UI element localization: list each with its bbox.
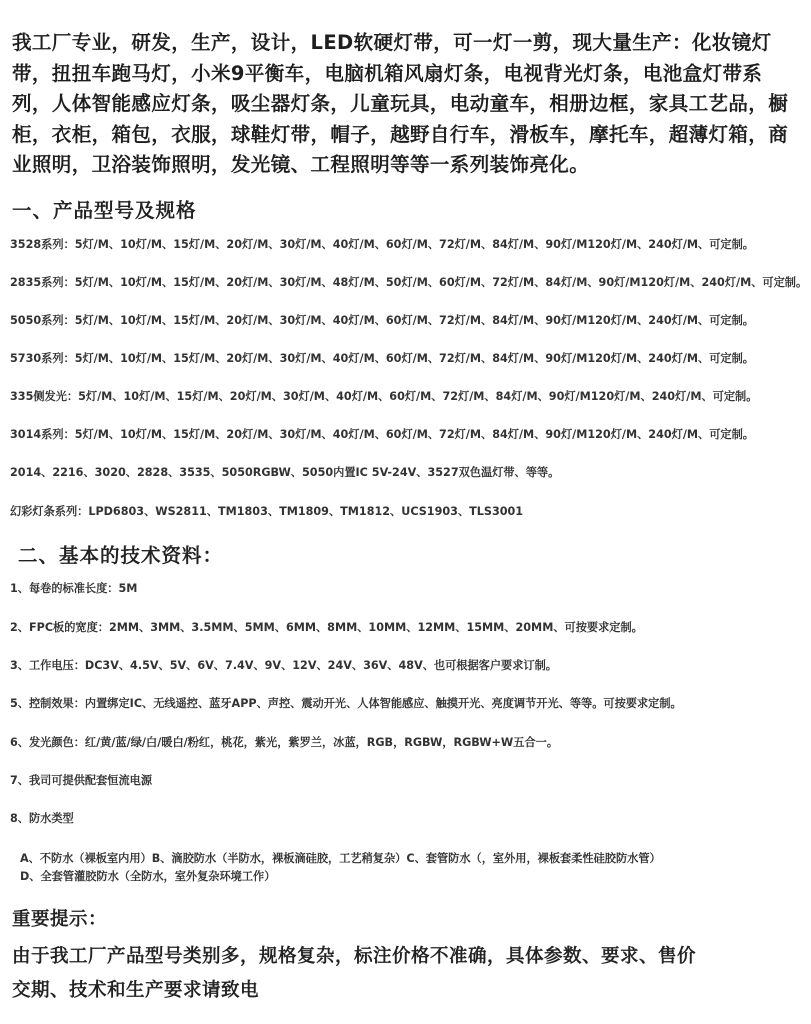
spec-line-magic: 幻彩灯条系列：LPD6803、WS2811、TM1803、TM1809、TM1812、UCS1903、TLS3001 <box>10 505 524 518</box>
spec-line-5730: 5730系列：5灯/M、10灯/M、15灯/M、20灯/M、30灯/M、40灯/M、60灯/M、72灯/M、84灯/M、90灯/M120灯/M、240灯/M、可定制。 <box>10 352 754 365</box>
tech-item-width: 2、FPC板的宽度：2MM、3MM、3.5MM、5MM、6MM、8MM、10MM、12MM、15MM、20MM、可按要求定制。 <box>10 621 643 634</box>
tech-item-waterproof: 8、防水类型 <box>10 812 74 825</box>
spec-line-5050: 5050系列：5灯/M、10灯/M、15灯/M、20灯/M、30灯/M、40灯/M、60灯/M、72灯/M、84灯/M、90灯/M120灯/M、240灯/M、可定制。 <box>10 314 754 327</box>
tech-item-voltage: 3、工作电压：DC3V、4.5V、5V、6V、7.4V、9V、12V、24V、36V、48V、也可根据客户要求订制。 <box>10 659 557 672</box>
tech-item-color: 6、发光颜色：红/黄/蓝/绿/白/暖白/粉红，桃花，紫光，紫罗兰，冰蓝，RGB，RGBW，RGBW+W五合一。 <box>10 736 559 749</box>
notice-line: 交期、技术和生产要求请致电 <box>12 980 260 1001</box>
intro-paragraph: 我工厂专业，研发，生产，设计，LED软硬灯带，可一灯一剪，现大量生产：化妆镜灯带，扭扭车跑马灯，小米9平衡车，电脑机箱风扇灯条，电视背光灯条，电池盒灯带系列，人体智能感应灯条，吸尘器灯条，儿童玩具，电动童车，相册边框，家具工艺品，橱柜，衣柜，箱包，衣服，球鞋灯带，帽子，越野自行车，滑板车，摩托车，超薄灯箱，商业照明，卫浴装饰照明，发光镜、工程照明等等一系列装饰亮化。 <box>12 31 789 176</box>
section-title-products: 一、产品型号及规格 <box>12 199 197 222</box>
tech-item-control: 5、控制效果：内置绑定IC、无线遥控、蓝牙APP、声控、震动开光、人体智能感应、触摸开光、亮度调节开光、等等。可按要求定制。 <box>10 697 682 710</box>
waterproof-line-abc: A、不防水（裸板室内用）B、滴胶防水（半防水，裸板滴硅胶，工艺稍复杂）C、套管防水（，室外用，裸板套柔性硅胶防水管） <box>20 852 661 865</box>
spec-line-2835: 2835系列：5灯/M、10灯/M、15灯/M、20灯/M、30灯/M、48灯/M、50灯/M、60灯/M、72灯/M、84灯/M、90灯/M120灯/M、240灯/M、可定制。 <box>10 276 808 289</box>
spec-line-other: 2014、2216、3020、2828、3535、5050RGBW、5050内置IC 5V-24V、3527双色温灯带、等等。 <box>10 466 560 479</box>
spec-line-3528: 3528系列：5灯/M、10灯/M、15灯/M、20灯/M、30灯/M、40灯/M、60灯/M、72灯/M、84灯/M、90灯/M120灯/M、240灯/M、可定制。 <box>10 238 754 251</box>
waterproof-line-d: D、全套管灌胶防水（全防水，室外复杂环境工作） <box>20 870 276 883</box>
tech-item-power: 7、我司可提供配套恒流电源 <box>10 774 153 787</box>
tech-item-length: 1、每卷的标准长度：5M <box>10 582 138 595</box>
spec-line-335: 335侧发光：5灯/M、10灯/M、15灯/M、20灯/M、30灯/M、40灯/M、60灯/M、72灯/M、84灯/M、90灯/M120灯/M、240灯/M、可定制。 <box>10 390 758 403</box>
section-title-tech: 二、基本的技术资料： <box>18 544 224 567</box>
notice-title: 重要提示： <box>12 909 108 930</box>
spec-line-3014: 3014系列：5灯/M、10灯/M、15灯/M、20灯/M、30灯/M、40灯/M、60灯/M、72灯/M、84灯/M、90灯/M120灯/M、240灯/M、可定制。 <box>10 428 754 441</box>
notice-line: 由于我工厂产品型号类别多，规格复杂，标注价格不准确，具体参数、要求、售价 <box>12 946 697 967</box>
